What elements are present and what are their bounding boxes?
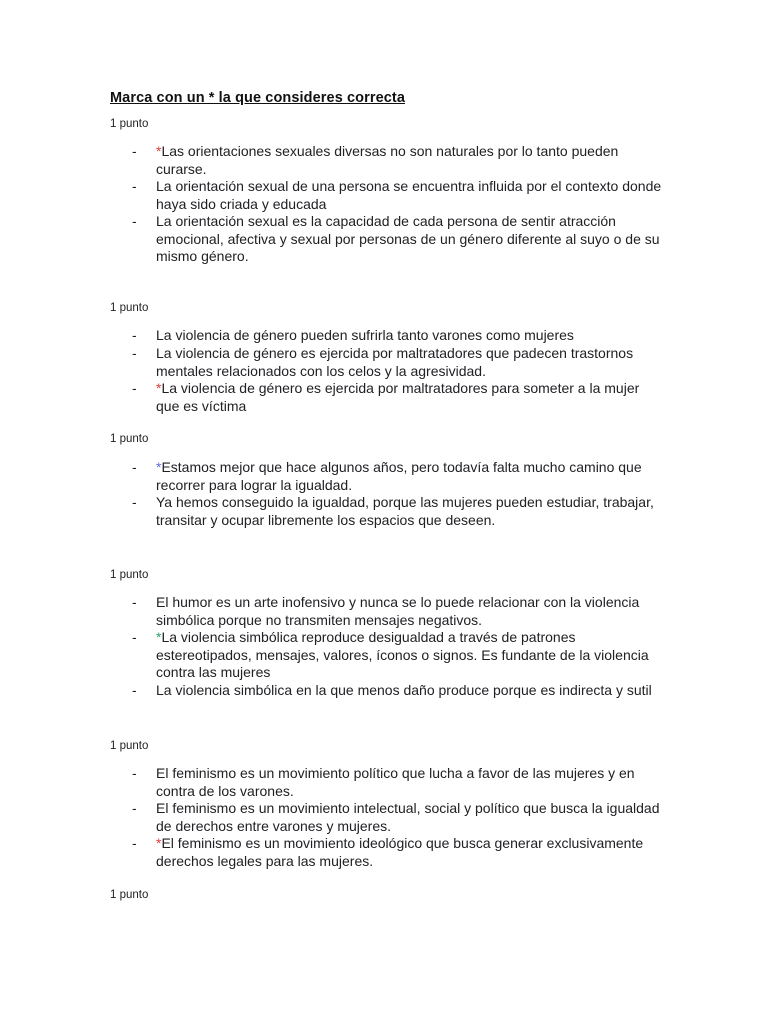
list-dash: - bbox=[132, 682, 137, 698]
option-text: Las orientaciones sexuales diversas no son naturales por lo tanto pueden curarse. bbox=[156, 143, 619, 177]
answer-option[interactable] bbox=[132, 765, 666, 800]
answer-option[interactable] bbox=[132, 629, 666, 682]
points-label: 1 punto bbox=[110, 302, 149, 314]
answer-option[interactable] bbox=[132, 213, 666, 266]
answer-option[interactable] bbox=[132, 835, 666, 870]
list-dash: - bbox=[132, 835, 137, 851]
answer-option[interactable] bbox=[132, 143, 666, 178]
option-text: El humor es un arte inofensivo y nunca se lo puede relacionar con la violencia simbólica porque no transmiten mensajes negativos. bbox=[156, 594, 640, 628]
list-dash: - bbox=[132, 143, 137, 159]
answer-option[interactable] bbox=[132, 345, 666, 380]
list-dash: - bbox=[132, 494, 137, 510]
answer-option[interactable] bbox=[132, 178, 666, 213]
list-dash: - bbox=[132, 345, 137, 361]
correct-mark: * bbox=[156, 459, 162, 475]
answer-option[interactable] bbox=[132, 594, 666, 629]
correct-mark: * bbox=[156, 380, 162, 396]
list-dash: - bbox=[132, 594, 137, 610]
list-dash: - bbox=[132, 178, 137, 194]
option-text: La orientación sexual de una persona se encuentra influida por el contexto donde haya sido criada y educada bbox=[156, 178, 662, 212]
list-dash: - bbox=[132, 765, 137, 781]
option-text: El feminismo es un movimiento intelectual, social y político que busca la igualdad de derechos entre varones y mujeres. bbox=[156, 800, 660, 834]
option-text: Ya hemos conseguido la igualdad, porque las mujeres pueden estudiar, trabajar, transitar y ocupar libremente los espacios que deseen. bbox=[156, 494, 654, 528]
list-dash: - bbox=[132, 213, 137, 229]
option-text: El feminismo es un movimiento ideológico que busca generar exclusivamente derechos legales para las mujeres. bbox=[156, 835, 644, 869]
list-dash: - bbox=[132, 327, 137, 343]
option-text: La violencia de género pueden sufrirla tanto varones como mujeres bbox=[156, 327, 574, 343]
option-text: La violencia de género es ejercida por maltratadores para someter a la mujer que es víctima bbox=[156, 380, 640, 414]
list-dash: - bbox=[132, 800, 137, 816]
option-text: La violencia simbólica reproduce desigualdad a través de patrones estereotipados, mensajes, valores, íconos o signos. Es fundante de la violencia contra las mujeres bbox=[156, 629, 649, 680]
option-text: Estamos mejor que hace algunos años, pero todavía falta mucho camino que recorrer para lograr la igualdad. bbox=[156, 459, 642, 493]
correct-mark: * bbox=[156, 835, 162, 851]
list-dash: - bbox=[132, 380, 137, 396]
option-text: La orientación sexual es la capacidad de cada persona de sentir atracción emocional, afectiva y sexual por personas de un género diferente al suyo o de su mismo género. bbox=[156, 213, 660, 264]
points-label: 1 punto bbox=[110, 118, 149, 130]
answer-option[interactable] bbox=[132, 327, 666, 345]
option-text: La violencia simbólica en la que menos daño produce porque es indirecta y sutil bbox=[156, 682, 652, 698]
list-dash: - bbox=[132, 629, 137, 645]
points-label: 1 punto bbox=[110, 433, 149, 445]
points-label: 1 punto bbox=[110, 740, 149, 752]
answer-option[interactable] bbox=[132, 800, 666, 835]
page-title: Marca con un * la que consideres correcta bbox=[110, 90, 406, 106]
correct-mark: * bbox=[156, 629, 162, 645]
answer-option[interactable] bbox=[132, 380, 666, 415]
answer-option[interactable] bbox=[132, 494, 666, 529]
option-text: La violencia de género es ejercida por maltratadores que padecen trastornos mentales relacionados con los celos y la agresividad. bbox=[156, 345, 634, 379]
points-label: 1 punto bbox=[110, 569, 149, 581]
list-dash: - bbox=[132, 459, 137, 475]
answer-option[interactable] bbox=[132, 459, 666, 494]
correct-mark: * bbox=[156, 143, 162, 159]
answer-option[interactable] bbox=[132, 682, 666, 700]
option-text: El feminismo es un movimiento político que lucha a favor de las mujeres y en contra de los varones. bbox=[156, 765, 635, 799]
points-label: 1 punto bbox=[110, 889, 149, 901]
